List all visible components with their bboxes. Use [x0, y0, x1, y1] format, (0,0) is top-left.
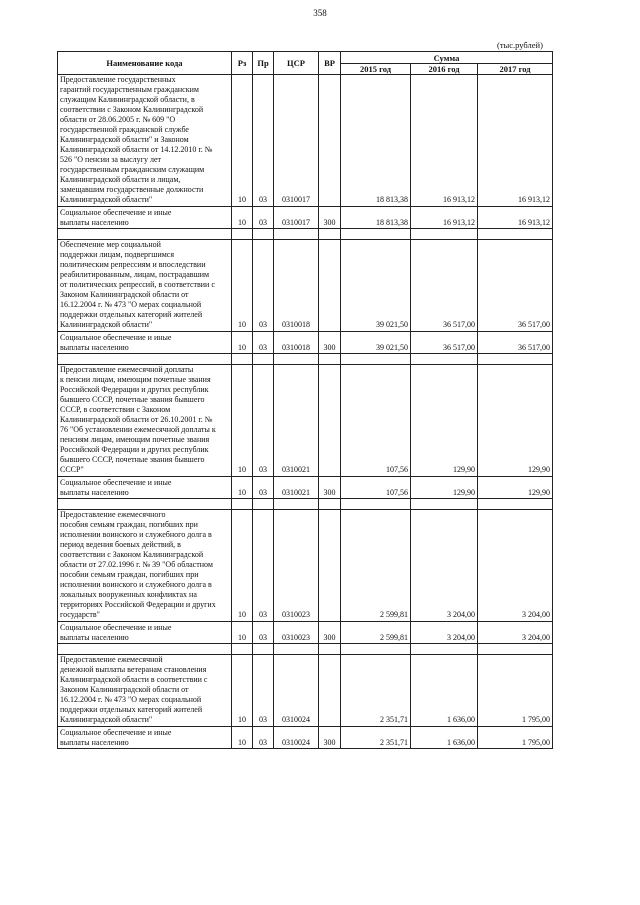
spacer-cell: [274, 229, 319, 240]
col-header-2015: 2015 год: [341, 64, 411, 75]
budget-table: [57, 51, 553, 749]
cell-name: Предоставление государственных гарантий государственным гражданским служащим Калининградской области, в соответствии с Законом Калининградской области от 28.06.2005 г. № 609 "О государственной гражданской службе Калининградской области" и Законом Калининградской области от 14.12.2010 г. № 526 "О пенсии за выслугу лет государственным гражданским служащим Калининградской области и лицам, замещавшим государственные должности Калининградской области": [58, 75, 232, 207]
cell-name: Социальное обеспечение и иные выплаты населению: [58, 332, 232, 354]
cell-y2015: 2 599,81: [341, 622, 411, 644]
spacer-cell: [232, 499, 253, 510]
cell-pr: 03: [253, 477, 274, 499]
spacer-cell: [319, 354, 341, 365]
cell-rz: 10: [232, 477, 253, 499]
cell-y2017: 129,90: [478, 365, 553, 477]
cell-name: Предоставление ежемесячного пособия семьям граждан, погибших при исполнении воинского и служебного долга в период ведения боевых действий, в соответствии с Законом Калининградской области от 27.02.1996 г. № 39 "Об областном пособии семьям граждан, погибших при исполнении воинского и служебного долга в локальных вооруженных конфликтах на территориях Российской Федерации и других государств": [58, 510, 232, 622]
cell-csr: 0310018: [274, 240, 319, 332]
table-row: [58, 75, 553, 207]
cell-y2016: 3 204,00: [411, 622, 478, 644]
table-spacer-row: [58, 354, 553, 365]
cell-y2015: 2 351,71: [341, 655, 411, 727]
cell-rz: 10: [232, 207, 253, 229]
cell-csr: 0310018: [274, 332, 319, 354]
page-number: 358: [313, 8, 327, 18]
table-row: [58, 655, 553, 727]
cell-y2015: 18 813,38: [341, 207, 411, 229]
cell-y2017: 1 795,00: [478, 727, 553, 749]
table-row: [58, 240, 553, 332]
table-row: [58, 207, 553, 229]
cell-csr: 0310024: [274, 655, 319, 727]
spacer-cell: [253, 229, 274, 240]
spacer-cell: [411, 229, 478, 240]
cell-y2016: 3 204,00: [411, 510, 478, 622]
cell-y2015: 39 021,50: [341, 332, 411, 354]
cell-y2017: 129,90: [478, 477, 553, 499]
spacer-cell: [319, 229, 341, 240]
cell-rz: 10: [232, 510, 253, 622]
cell-rz: 10: [232, 240, 253, 332]
cell-pr: 03: [253, 332, 274, 354]
spacer-cell: [341, 499, 411, 510]
cell-y2015: 2 351,71: [341, 727, 411, 749]
table-row: [58, 727, 553, 749]
spacer-cell: [253, 644, 274, 655]
cell-y2015: 107,56: [341, 477, 411, 499]
cell-vr: 300: [319, 622, 341, 644]
spacer-cell: [58, 229, 232, 240]
spacer-cell: [58, 499, 232, 510]
cell-y2016: 36 517,00: [411, 240, 478, 332]
cell-vr: 300: [319, 207, 341, 229]
table-body: [58, 75, 553, 749]
cell-pr: 03: [253, 655, 274, 727]
cell-y2016: 129,90: [411, 365, 478, 477]
col-header-vr: ВР: [319, 52, 341, 75]
col-header-2016: 2016 год: [411, 64, 478, 75]
cell-name: Предоставление ежемесячной доплаты к пенсии лицам, имеющим почетные звания Российской Федерации и других республик бывшего СССР, почетные звания бывшего СССР, в соответствии с Законом Калининградской области от 26.10.2001 г. № 76 "Об установлении ежемесячной доплаты к пенсиям лицам, имеющим почетные звания Российской Федерации и других республик бывшего СССР, почетные звания бывшего СССР": [58, 365, 232, 477]
cell-csr: 0310021: [274, 365, 319, 477]
spacer-cell: [58, 354, 232, 365]
cell-vr: 300: [319, 477, 341, 499]
cell-y2017: 1 795,00: [478, 655, 553, 727]
cell-rz: 10: [232, 655, 253, 727]
cell-pr: 03: [253, 727, 274, 749]
table-row: [58, 477, 553, 499]
col-header-sum: Сумма: [341, 52, 553, 64]
cell-pr: 03: [253, 622, 274, 644]
cell-pr: 03: [253, 365, 274, 477]
cell-y2017: 16 913,12: [478, 207, 553, 229]
table-row: [58, 332, 553, 354]
spacer-cell: [253, 354, 274, 365]
cell-y2017: 36 517,00: [478, 240, 553, 332]
spacer-cell: [411, 644, 478, 655]
cell-pr: 03: [253, 75, 274, 207]
col-header-csr: ЦСР: [274, 52, 319, 75]
cell-y2016: 1 636,00: [411, 727, 478, 749]
cell-vr: [319, 365, 341, 477]
spacer-cell: [478, 499, 553, 510]
spacer-cell: [341, 354, 411, 365]
cell-name: Социальное обеспечение и иные выплаты населению: [58, 727, 232, 749]
spacer-cell: [232, 354, 253, 365]
cell-name: Социальное обеспечение и иные выплаты населению: [58, 477, 232, 499]
spacer-cell: [341, 229, 411, 240]
spacer-cell: [319, 499, 341, 510]
spacer-cell: [478, 644, 553, 655]
cell-y2017: 3 204,00: [478, 510, 553, 622]
cell-name: Предоставление ежемесячной денежной выплаты ветеранам становления Калининградской области в соответствии с Законом Калининградской области от 16.12.2004 г. № 473 "О мерах социальной поддержки отдельных категорий жителей Калининградской области": [58, 655, 232, 727]
cell-y2016: 1 636,00: [411, 655, 478, 727]
table-row: [58, 622, 553, 644]
units-label: (тыс.рублей): [497, 40, 543, 50]
cell-y2015: 2 599,81: [341, 510, 411, 622]
spacer-cell: [274, 354, 319, 365]
cell-y2016: 16 913,12: [411, 75, 478, 207]
table-spacer-row: [58, 229, 553, 240]
spacer-cell: [341, 644, 411, 655]
spacer-cell: [58, 644, 232, 655]
col-header-name: Наименование кода: [58, 52, 232, 75]
cell-csr: 0310021: [274, 477, 319, 499]
cell-csr: 0310017: [274, 207, 319, 229]
cell-vr: [319, 75, 341, 207]
spacer-cell: [411, 354, 478, 365]
cell-csr: 0310017: [274, 75, 319, 207]
spacer-cell: [232, 229, 253, 240]
cell-name: Обеспечение мер социальной поддержки лицам, подвергшимся политическим репрессиям и впоследствии реабилитированным, лицам, пострадавшим от политических репрессий, в соответствии с Законом Калининградской области от 16.12.2004 г. № 473 "О мерах социальной поддержки отдельных категорий жителей Калининградской области": [58, 240, 232, 332]
cell-y2016: 129,90: [411, 477, 478, 499]
spacer-cell: [274, 644, 319, 655]
spacer-cell: [253, 499, 274, 510]
cell-vr: [319, 510, 341, 622]
cell-vr: 300: [319, 727, 341, 749]
table-spacer-row: [58, 499, 553, 510]
cell-y2015: 39 021,50: [341, 240, 411, 332]
cell-name: Социальное обеспечение и иные выплаты населению: [58, 622, 232, 644]
cell-y2016: 16 913,12: [411, 207, 478, 229]
cell-y2017: 36 517,00: [478, 332, 553, 354]
cell-vr: [319, 655, 341, 727]
spacer-cell: [411, 499, 478, 510]
cell-name: Социальное обеспечение и иные выплаты населению: [58, 207, 232, 229]
table-row: [58, 510, 553, 622]
cell-rz: 10: [232, 365, 253, 477]
col-header-2017: 2017 год: [478, 64, 553, 75]
cell-rz: 10: [232, 332, 253, 354]
cell-csr: 0310024: [274, 727, 319, 749]
col-header-rz: Рз: [232, 52, 253, 75]
cell-pr: 03: [253, 240, 274, 332]
col-header-pr: Пр: [253, 52, 274, 75]
cell-vr: 300: [319, 332, 341, 354]
cell-pr: 03: [253, 207, 274, 229]
cell-csr: 0310023: [274, 622, 319, 644]
cell-vr: [319, 240, 341, 332]
cell-y2016: 36 517,00: [411, 332, 478, 354]
cell-y2015: 18 813,38: [341, 75, 411, 207]
cell-pr: 03: [253, 510, 274, 622]
cell-csr: 0310023: [274, 510, 319, 622]
cell-rz: 10: [232, 75, 253, 207]
table-spacer-row: [58, 644, 553, 655]
table-row: [58, 365, 553, 477]
spacer-cell: [478, 354, 553, 365]
cell-rz: 10: [232, 622, 253, 644]
spacer-cell: [232, 644, 253, 655]
cell-y2017: 3 204,00: [478, 622, 553, 644]
cell-y2017: 16 913,12: [478, 75, 553, 207]
spacer-cell: [478, 229, 553, 240]
cell-y2015: 107,56: [341, 365, 411, 477]
spacer-cell: [274, 499, 319, 510]
cell-rz: 10: [232, 727, 253, 749]
spacer-cell: [319, 644, 341, 655]
